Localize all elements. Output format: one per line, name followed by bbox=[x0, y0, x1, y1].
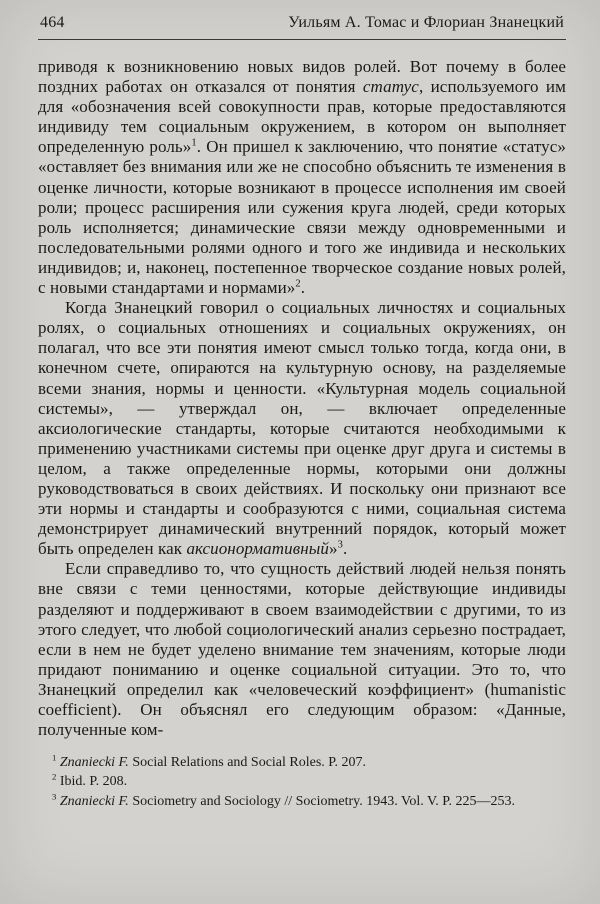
footnote-ref: 1 bbox=[191, 137, 197, 149]
text-segment: Если справедливо то, что сущность действий людей нельзя понять вне связи с теми ценностями, которые действующие индивиды разделяют и поддерживают в своем взаимодействии с другими, то из этого следует, что любой социологический анализ серьезно пострадает, если в нем не будет уделено внимание тем значениям, которые люди придают пониманию и оценке социальной ситуации. Это то, что Знанецкий определил как «человеческий коэффициент» (humanistic coefficient). Он объяснял его следующим образом: «Данные, полученные ком- bbox=[38, 559, 566, 740]
footnote-number: 3 bbox=[52, 790, 57, 801]
text-segment: . Он пришел к заключению, что понятие «статус» «оставляет без внимания или же не способно объяснить те изменения в оценке личности, которые возникают в процессе исполнения им своей роли; процесс расширения или сужения круга людей, среди которых роль исполняется; динамические связи между одновременными и последовательными ролями одного и того же индивида и нескольких индивидов; и, наконец, постепенное творческое создание новых ролей, с новыми стандартами и нормами» bbox=[38, 137, 566, 298]
text-segment: статус bbox=[362, 77, 419, 97]
body-text bbox=[38, 57, 566, 740]
header-rule bbox=[38, 39, 566, 40]
footnote-number: 1 bbox=[52, 752, 57, 763]
text-segment: » bbox=[328, 539, 338, 559]
text-segment: Znaniecki F. bbox=[59, 755, 129, 771]
footnotes bbox=[38, 753, 566, 811]
text-segment: Ibid. P. 208. bbox=[56, 774, 128, 790]
footnote-ref: 3 bbox=[337, 539, 343, 551]
text-segment: Sociometry and Sociology // Sociometry. 1943. Vol. V. P. 225—253. bbox=[128, 793, 515, 809]
footnote-item bbox=[38, 792, 566, 811]
running-title: Уильям А. Томас и Флориан Знанецкий bbox=[288, 14, 564, 31]
text-segment: приводя к возникновению новых видов ролей. Вот почему в более поздних работах он отказался от понятия bbox=[38, 57, 566, 97]
text-segment: . bbox=[342, 539, 348, 559]
text-segment: аксионормативный bbox=[186, 539, 329, 559]
text-segment: Social Relations and Social Roles. P. 207. bbox=[128, 755, 367, 771]
text-segment: , используемого им для «обозначения всей совокупности прав, которые предоставляются индивиду тем социальным окружением, в котором он выполняет определенную роль» bbox=[38, 77, 566, 157]
page-header bbox=[38, 14, 566, 32]
paragraph bbox=[38, 298, 566, 559]
footnote-item bbox=[38, 772, 566, 791]
text-segment: Znaniecki F. bbox=[59, 793, 129, 809]
paragraph bbox=[38, 559, 566, 740]
text-segment: Когда Знанецкий говорил о социальных личностях и социальных ролях, о социальных отношениях и социальных окружениях, он полагал, что все эти понятия имеют смысл только тогда, когда они, в конечном счете, опираются на культурную основу, на разделяемые всеми знания, нормы и ценности. «Культурная модель социальной системы», — утверждал он, — включает определенные аксиологические стандарты, которые считаются необходимыми к применению участниками системы при оценке друг друга и системы в целом, а также определенные нормы, которыми они должны руководствоваться в своих действиях. И поскольку они признают все эти нормы и стандарты и сообразуются с ними, социальная система демонстрирует динамический внутренний порядок, который может быть определен как bbox=[38, 298, 566, 559]
footnote-item bbox=[38, 753, 566, 772]
text-segment: . bbox=[300, 278, 306, 298]
footnote-number: 2 bbox=[52, 771, 57, 782]
page-number: 464 bbox=[40, 14, 65, 31]
paragraph bbox=[38, 57, 566, 298]
footnote-ref: 2 bbox=[295, 278, 301, 290]
